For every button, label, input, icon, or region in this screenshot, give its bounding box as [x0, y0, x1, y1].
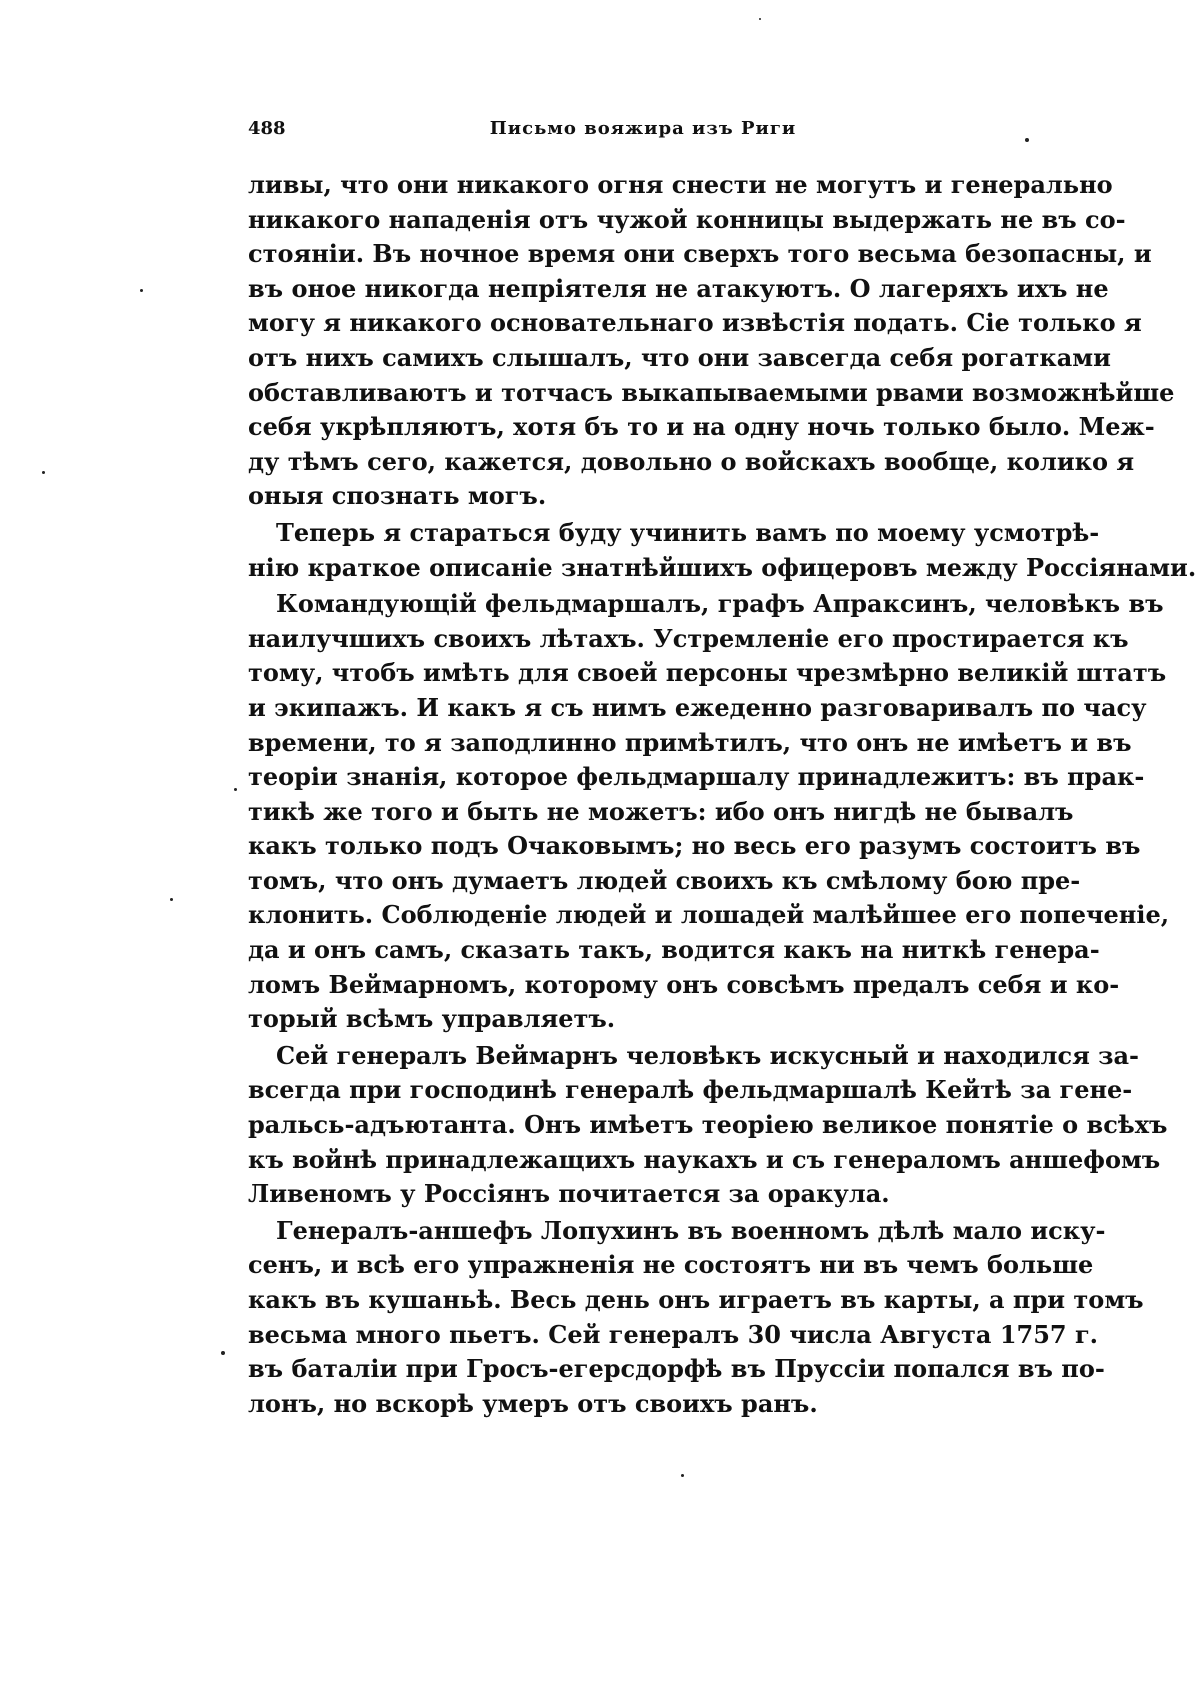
- text-line: томъ, что онъ думаетъ людей своихъ къ смѣлому бою пре-: [248, 865, 1081, 895]
- running-title: Письмо вояжира изъ Риги: [489, 118, 797, 139]
- text-line: тикѣ же того и быть не можетъ: ибо онъ нигдѣ не бывалъ: [248, 796, 1074, 826]
- scan-speck: [1025, 138, 1029, 142]
- text-line: ливы, что они никакого огня снести не могутъ и генерально: [248, 170, 1113, 199]
- text-line: торый всѣмъ управляетъ.: [248, 1004, 616, 1034]
- text-line: клонить. Соблюденіе людей и лошадей малѣйшее его попеченіе,: [248, 900, 1170, 930]
- text-line: Ливеномъ у Россіянъ почитается за оракула.: [248, 1179, 890, 1209]
- text-line: всегда при господинѣ генералѣ фельдмаршалѣ Кейтѣ за гене-: [248, 1075, 1133, 1105]
- text-line: Генералъ-аншефъ Лопухинъ въ военномъ дѣлѣ мало иску-: [276, 1215, 1106, 1245]
- text-line: стояніи. Въ ночное время они сверхъ того весьма безопасны, и: [248, 239, 1152, 269]
- scan-speck: [221, 1351, 225, 1355]
- text-line: какъ въ кушаньѣ. Весь день онъ играетъ въ карты, а при томъ: [248, 1285, 1144, 1314]
- text-line: Сей генералъ Веймарнъ человѣкъ искусный и находился за-: [276, 1040, 1139, 1070]
- page-number: 488: [248, 118, 286, 139]
- scan-speck: [170, 898, 173, 901]
- text-line: ду тѣмъ сего, кажется, довольно о войскахъ вообще, колико я: [248, 446, 1135, 476]
- text-line: оныя спознать могъ.: [248, 481, 547, 511]
- text-line: лонъ, но вскорѣ умеръ отъ своихъ ранъ.: [248, 1388, 818, 1418]
- text-line: Теперь я стараться буду учинить вамъ по моему усмотрѣ-: [276, 517, 1100, 547]
- scan-speck: [140, 289, 143, 292]
- text-line: времени, то я заподлинно примѣтилъ, что онъ не имѣетъ и въ: [248, 727, 1132, 757]
- scan-speck: [759, 18, 761, 20]
- body-text: [248, 168, 1196, 1421]
- text-line: теоріи знанія, которое фельдмаршалу принадлежитъ: въ прак-: [248, 762, 1145, 792]
- text-line: и экипажъ. И какъ я съ нимъ ежеденно разговаривалъ по часу: [248, 692, 1147, 722]
- scan-speck: [234, 788, 237, 791]
- page-header: [248, 118, 1038, 148]
- text-line: въ оное никогда непріятеля не атакуютъ. О лагеряхъ ихъ не: [248, 273, 1109, 303]
- text-line: тому, чтобъ имѣть для своей персоны чрезмѣрно великій штатъ: [248, 658, 1167, 688]
- text-line: отъ нихъ самихъ слышалъ, что они завсегда себя рогатками: [248, 342, 1111, 372]
- text-line: къ войнѣ принадлежащихъ наукахъ и съ генераломъ аншефомъ: [248, 1144, 1161, 1174]
- text-line: да и онъ самъ, сказать такъ, водится какъ на ниткѣ генера-: [248, 935, 1100, 965]
- text-line: ломъ Веймарномъ, которому онъ совсѣмъ предалъ себя и ко-: [248, 969, 1120, 999]
- text-line: весьма много пьетъ. Сей генералъ 30 числа Августа 1757 г.: [248, 1319, 1099, 1349]
- scan-speck: [681, 1474, 684, 1477]
- scan-speck: [42, 471, 45, 474]
- text-line: наилучшихъ своихъ лѣтахъ. Устремленіе его простирается къ: [248, 623, 1129, 653]
- text-line: какъ только подъ Очаковымъ; но весь его разумъ состоитъ въ: [248, 831, 1141, 861]
- text-line: никакого нападенія отъ чужой конницы выдержать не въ со-: [248, 204, 1126, 234]
- text-line: сенъ, и всѣ его упражненія не состоятъ ни въ чемъ больше: [248, 1250, 1094, 1280]
- text-line: могу я никакого основательнаго извѣстія подать. Сіе только я: [248, 308, 1142, 338]
- text-line: въ баталіи при Гросъ-егерсдорфѣ въ Пруссіи попался въ по-: [248, 1354, 1105, 1384]
- text-line: нію краткое описаніе знатнѣйшихъ офицеровъ между Россіянами.: [248, 552, 1196, 582]
- text-line: Командующій фельдмаршалъ, графъ Апраксинъ, человѣкъ въ: [276, 589, 1164, 619]
- text-line: себя укрѣпляютъ, хотя бъ то и на одну ночь только было. Меж-: [248, 412, 1155, 442]
- text-line: обставливаютъ и тотчасъ выкапываемыми рвами возможнѣйше: [248, 377, 1175, 407]
- text-line: ральсь-адъютанта. Онъ имѣетъ теоріею великое понятіе о всѣхъ: [248, 1110, 1168, 1140]
